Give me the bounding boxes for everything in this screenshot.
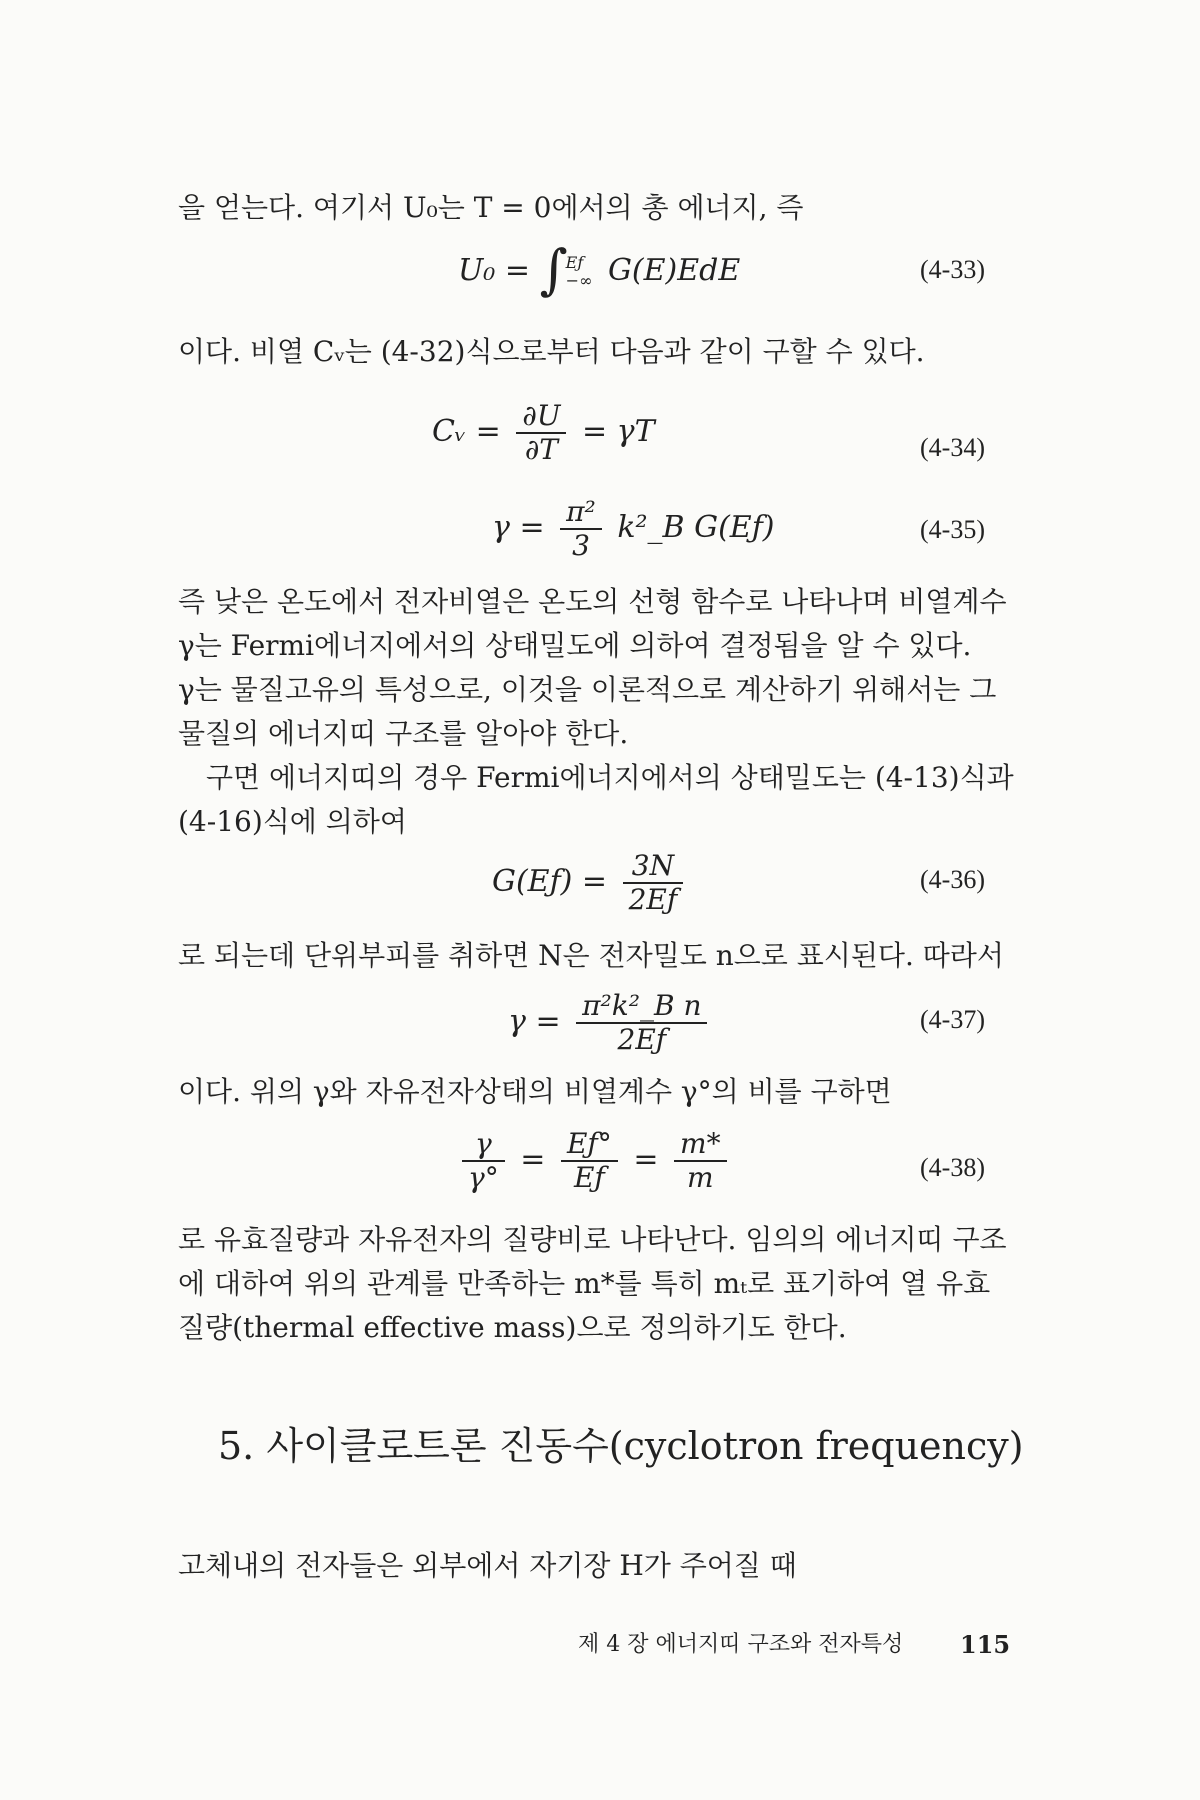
fraction-numerator: m* (674, 1128, 727, 1162)
paragraph-line: 을 얻는다. 여기서 U₀는 T = 0에서의 총 에너지, 즉 (178, 191, 804, 224)
paragraph-line: 이다. 위의 γ와 자유전자상태의 비열계수 γ°의 비를 구하면 (178, 1075, 892, 1108)
equation-lhs: G(Eƒ) = (492, 864, 608, 899)
fraction-numerator: π² (560, 496, 602, 530)
fraction (561, 1128, 618, 1194)
equals-sign: = (520, 1142, 546, 1177)
fraction-denominator: 2Eƒ (617, 1023, 667, 1056)
equation-number: (4-36) (920, 865, 985, 894)
equation-number: (4-35) (920, 515, 985, 544)
fraction-denominator: m (687, 1161, 714, 1194)
equation-rhs: k²_B G(Eƒ) (617, 510, 775, 545)
fraction-denominator: 2Eƒ (628, 883, 678, 916)
equation-4-33 (458, 238, 741, 301)
paragraph-line: γ는 물질고유의 특성으로, 이것을 이론적으로 계산하기 위해서는 그 (178, 673, 997, 706)
equation-4-37 (508, 990, 713, 1056)
paragraph-line: γ는 Fermi에너지에서의 상태밀도에 의하여 결정됨을 알 수 있다. (178, 629, 972, 662)
equation-4-35 (492, 496, 775, 562)
paragraph-line: 질량(thermal effective mass)으로 정의하기도 한다. (178, 1311, 847, 1344)
equation-4-38 (456, 1128, 733, 1194)
fraction (623, 850, 684, 916)
equation-number: (4-37) (920, 1005, 985, 1034)
page-number: 115 (960, 1630, 1011, 1659)
fraction (462, 1128, 505, 1194)
fraction-denominator: γ° (468, 1161, 499, 1194)
equation-lhs: U₀ = (458, 253, 530, 288)
integral-upper-limit: Eƒ (565, 253, 584, 272)
fraction-numerator: π²k²_B n (576, 990, 707, 1024)
paragraph-line: 고체내의 전자들은 외부에서 자기장 H가 주어질 때 (178, 1549, 797, 1582)
fraction-denominator: Eƒ (573, 1161, 605, 1194)
paragraph-line: 물질의 에너지띠 구조를 알아야 한다. (178, 717, 629, 750)
equation-rhs: = γT (581, 414, 655, 449)
fraction-numerator: Eƒ° (561, 1128, 618, 1162)
fraction-numerator: ∂U (516, 400, 566, 434)
paragraph-line: 이다. 비열 Cᵥ는 (4-32)식으로부터 다음과 같이 구할 수 있다. (178, 335, 925, 368)
integral-sign-icon: ∫ (539, 238, 568, 301)
equals-sign: = (633, 1142, 659, 1177)
fraction-denominator: ∂T (524, 433, 558, 466)
running-footer: 제 4 장 에너지띠 구조와 전자특성 (578, 1632, 904, 1657)
fraction (674, 1128, 727, 1194)
equation-lhs: γ = (492, 510, 545, 545)
fraction-numerator: 3N (623, 850, 684, 884)
fraction-numerator: γ (462, 1128, 505, 1162)
paragraph-line: 구면 에너지띠의 경우 Fermi에너지에서의 상태밀도는 (4-13)식과 (206, 761, 1014, 794)
equation-4-36 (492, 850, 689, 916)
equation-number: (4-38) (920, 1153, 985, 1182)
fraction (576, 990, 707, 1056)
section-heading: 5. 사이클로트론 진동수(cyclotron frequency) (218, 1424, 1024, 1468)
equation-body: G(E)EdE (607, 253, 741, 288)
fraction (516, 400, 566, 466)
equation-lhs: Cᵥ = (432, 414, 501, 449)
paragraph-line: 에 대하여 위의 관계를 만족하는 m*를 특히 mₜ로 표기하여 열 유효 (178, 1267, 991, 1300)
integral-lower-limit: −∞ (565, 271, 593, 290)
paragraph-line: 로 되는데 단위부피를 취하면 N은 전자밀도 n으로 표시된다. 따라서 (178, 939, 1004, 972)
integral-limits (566, 254, 593, 290)
equation-number: (4-33) (920, 255, 985, 284)
equation-lhs: γ = (508, 1004, 561, 1039)
paragraph-line: 로 유효질량과 자유전자의 질량비로 나타난다. 임의의 에너지띠 구조 (178, 1223, 1007, 1256)
fraction (560, 496, 602, 562)
fraction-denominator: 3 (572, 529, 590, 562)
paragraph-line: 즉 낮은 온도에서 전자비열은 온도의 선형 함수로 나타나며 비열계수 (178, 585, 1007, 618)
paragraph-line: (4-16)식에 의하여 (178, 805, 407, 838)
equation-4-34 (432, 400, 655, 466)
equation-number: (4-34) (920, 433, 985, 462)
